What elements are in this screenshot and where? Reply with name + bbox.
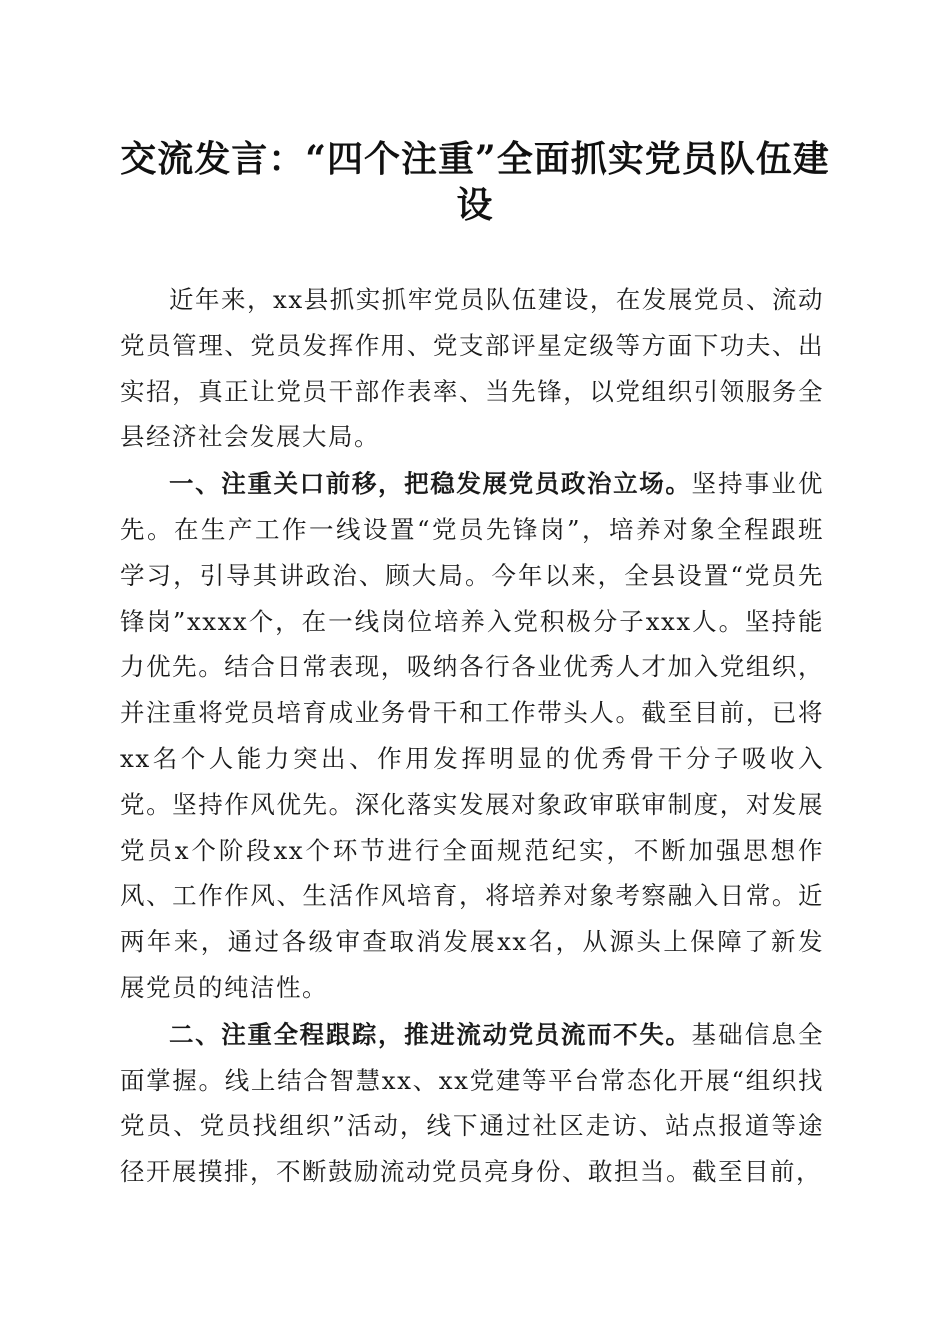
section-2-heading: 二、注重全程跟踪，推进流动党员流而不失。 xyxy=(169,1019,692,1049)
section-2-paragraph xyxy=(120,1012,824,1195)
section-1-heading: 一、注重关口前移，把稳发展党员政治立场。 xyxy=(169,469,692,499)
document-title: 交流发言：“四个注重”全面抓实党员队伍建设 xyxy=(120,138,830,226)
document-body xyxy=(120,277,824,1196)
section-2-text: 基础信息全面掌握。线上结合智慧xx、xx党建等平台常态化开展“组织找党员、党员找组织”活动，线下通过社区走访、站点报道等途径开展摸排，不断鼓励流动党员亮身份、敢担当。截至目前， xyxy=(120,1019,824,1187)
section-1-text: 坚持事业优先。在生产工作一线设置“党员先锋岗”，培养对象全程跟班学习，引导其讲政治、顾大局。今年以来，全县设置“党员先锋岗”xxxx个，在一线岗位培养入党积极分子xxx人。坚持能力优先。结合日常表现，吸纳各行各业优秀人才加入党组织，并注重将党员培育成业务骨干和工作带头人。截至目前，已将xx名个人能力突出、作用发挥明显的优秀骨干分子吸收入党。坚持作风优先。深化落实发展对象政审联审制度，对发展党员x个阶段xx个环节进行全面规范纪实，不断加强思想作风、工作作风、生活作风培育，将培养对象考察融入日常。近两年来，通过各级审查取消发展xx名，从源头上保障了新发展党员的纯洁性。 xyxy=(120,469,824,1002)
intro-paragraph: 近年来，xx县抓实抓牢党员队伍建设，在发展党员、流动党员管理、党员发挥作用、党支部评星定级等方面下功夫、出实招，真正让党员干部作表率、当先锋，以党组织引领服务全县经济社会发展大局。 xyxy=(120,285,824,452)
section-1-paragraph xyxy=(120,461,824,1011)
